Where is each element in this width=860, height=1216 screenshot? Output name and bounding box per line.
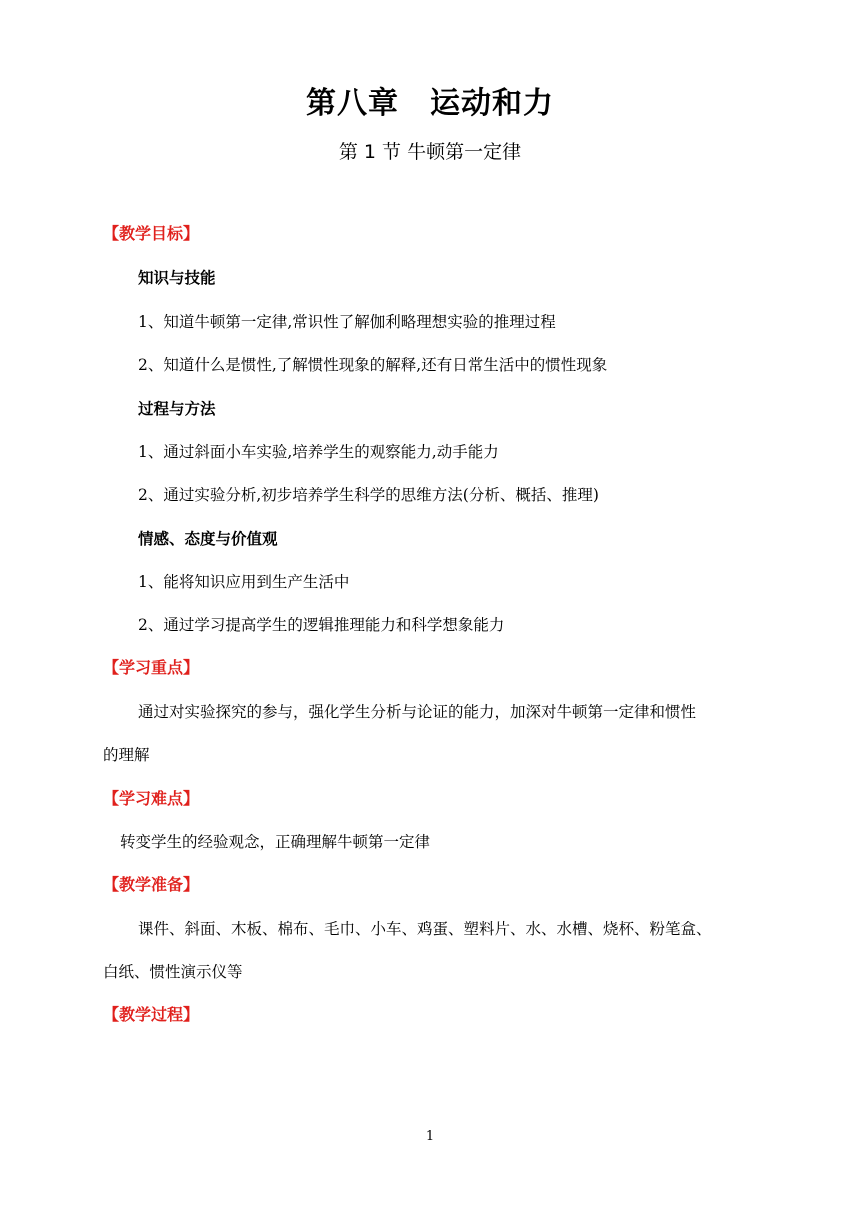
chapter-title: 第八章 运动和力	[306, 86, 554, 121]
section-title: 第 1 节 牛顿第一定律	[338, 141, 522, 163]
preparation-heading: 【教学准备】	[103, 875, 200, 894]
emotion-item-2: 2、通过学习提高学生的逻辑推理能力和科学想象能力	[138, 616, 505, 634]
emotion-values-title: 情感、态度与价值观	[138, 530, 278, 548]
key-points-line-2: 的理解	[103, 746, 150, 764]
objectives-heading: 【教学目标】	[103, 224, 200, 243]
emotion-item-1: 1、能将知识应用到生产生活中	[138, 573, 350, 591]
difficulties-heading: 【学习难点】	[103, 789, 200, 808]
preparation-line-1: 课件、斜面、木板、棉布、毛巾、小车、鸡蛋、塑料片、水、水槽、烧杯、粉笔盒、	[138, 920, 712, 938]
key-points-line-1: 通过对实验探究的参与，强化学生分析与论证的能力，加深对牛顿第一定律和惯性	[138, 703, 697, 721]
process-item-2: 2、通过实验分析,初步培养学生科学的思维方法(分析、概括、推理)	[138, 486, 599, 504]
teaching-process-heading: 【教学过程】	[103, 1005, 200, 1024]
knowledge-skills-title: 知识与技能	[138, 269, 216, 287]
process-item-1: 1、通过斜面小车实验,培养学生的观察能力,动手能力	[138, 443, 499, 461]
knowledge-item-2: 2、知道什么是惯性,了解惯性现象的解释,还有日常生活中的惯性现象	[138, 356, 608, 374]
knowledge-item-1: 1、知道牛顿第一定律,常识性了解伽利略理想实验的推理过程	[138, 313, 556, 331]
process-methods-title: 过程与方法	[138, 400, 216, 418]
preparation-line-2: 白纸、惯性演示仪等	[103, 963, 243, 981]
difficulties-text: 转变学生的经验观念，正确理解牛顿第一定律	[120, 833, 431, 851]
key-points-heading: 【学习重点】	[103, 658, 200, 677]
page-number: 1	[425, 1129, 435, 1144]
